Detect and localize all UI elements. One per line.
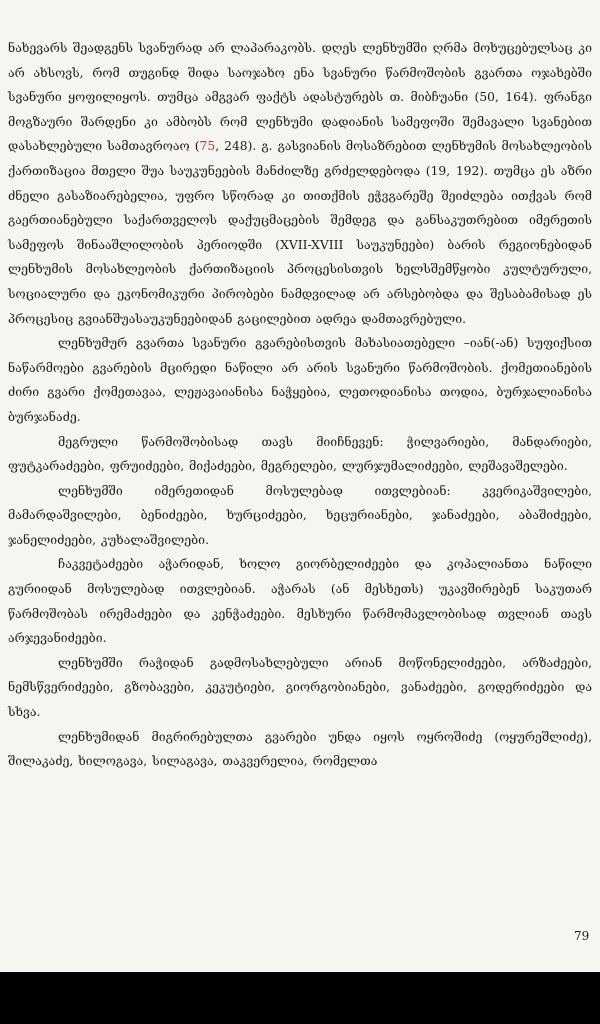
paragraph-3: მეგრული წარმოშობისად თავს მიიჩნევენ: ჭილვარიები, მანდარიები, ფუტკარაძეები, ფრუიძეები, მიქაძეები, მეგრელები, ლურჯუმალიძეები, ლეშავაშელები. xyxy=(8,434,592,474)
paragraph-7: ლენხუმიდან მიგრირებულთა გვარები უნდა იყოს ოყროშიძე (ოყურეშლიძე), შილაკაძე, ხილოგავა, სილაგავა, თაკვერელია, რომელთა xyxy=(8,729,592,769)
paragraph-2: ლენხუმურ გვართა სვანური გვარებისთვის მახასიათებელი –იან(-ან) სუფიქსით ნაწარმოები გვარების მცირედი ნაწილი არ არის სვანური წარმოშობის. ქომეთიანების ძირი გვარი ქომეთავაა, ლეჟავაიანისა ნაჭყებია, ლეთოდიანისა თოდია, ბურჯალიანისა ბურჯანაძე. xyxy=(8,336,592,424)
paragraph-4: ლენხუმში იმერეთიდან მოსულებად ითვლებიან: კვერიკაშვილები, მამარდაშვილები, ბენიძეები, ხურციძეები, ხეცურიანები, ჯანაძეები, აბაშიძეები, ჯანელიძეები, კუხალაშვილები. xyxy=(8,483,592,547)
citation-link[interactable]: 75 xyxy=(199,139,216,154)
paragraph-1 xyxy=(8,36,592,331)
paragraph-1-text-b: , 248). გ. გასვიანის მოსაზრებით ლენხუმის მოსახლეობის ქართიზაცია მთელი შუა საუკუნეების მანძილზე გრძელდებოდა (19, 192). თუმცა ეს აზრი ძნელი გასაზიარებელია, უფრო სწორად კი თითქმის ეჭვგარეშე შეიძლება ითქვას რომ გაერთიანებული საქართველოს დაქუცმაცების შემდეგ და განსაკუთრებით იმერეთის სამეფოს შინააშლილობის პერიოდში (XVII-XVIII საუკუნეები) ბარის რეგიონებიდან ლენხუმის მოსახლეობის ქართიზაციის პროცესისთვის ხელსშემწყობი კულტურული, სოციალური და ეკონომიკური პირობები ნამდვილად არ არსებობდა და შესაბამისად ეს პროცესიც გვიანშუასაუკუნეებიდან გაცილებით ადრეა დამთავრებული. xyxy=(8,139,593,326)
paragraph-1-text-a: ნახევარს შეადგენს სვანურად არ ლაპარაკობს. დღეს ლენხუმში ღრმა მოხუცებულსაც კი არ ახსოვს, რომ თუგინდ შიდა საოჯახო ენა სვანური წარმოშობის გვართა ოჯახებში სვანური ყოფილიყოს. თუმცა ამგვარ ფაქტს ადასტურებს თ. მიბჩუანი (50, 164). ფრანგი მოგზაური შარდენი კი ამბობს რომ ლენხუმი დადიანის სამეფოში შემავალი სვანებით დასახლებული სამთავროაო ( xyxy=(8,41,592,154)
paragraph-6: ლენხუმში რაჭიდან გადმოსახლებული არიან მოწონელიძეები, არზაძეები, ნემსწვერიძეები, გზობავები, კეკუტიები, გიორგობიანები, ვანაძეები, გოდერიძეები და სხვა. xyxy=(8,655,592,720)
body-text xyxy=(8,36,592,774)
page-number: 79 xyxy=(574,929,590,943)
paragraph-5: ჩაკვეტაძეები აჭარიდან, ხოლო გიორბელიძეები და კოპალიანთა ნაწილი გურიიდან მოსულებად ითვლებიან. აჭარას (ან მესხეთს) უკავშირებენ საკუთარ წარმოშობას ირემაძეები და კენჭაძეები. მესხური წარმომავლობისად თვლიან თავს არჯევანიძეები. xyxy=(8,557,592,646)
bottom-bar xyxy=(0,972,600,1024)
